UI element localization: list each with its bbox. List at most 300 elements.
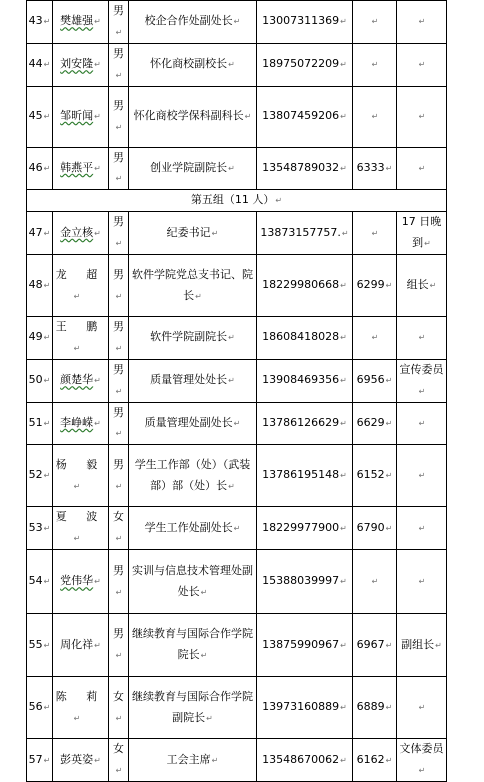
member-gender: [109, 739, 129, 782]
row-number-text: 47: [28, 225, 43, 239]
member-extension-text: 6299: [356, 278, 385, 292]
paragraph-mark-icon: ↵: [43, 703, 51, 713]
member-phone-text: 18229980668: [262, 278, 340, 292]
member-note: [397, 677, 447, 739]
member-position: [129, 359, 257, 402]
paragraph-mark-icon: ↵: [341, 228, 349, 238]
paragraph-mark-icon: ↵: [115, 70, 123, 80]
member-position: [129, 43, 257, 86]
table-row: [27, 255, 447, 317]
member-note-text: 组长: [406, 278, 429, 292]
member-note: [397, 147, 447, 190]
member-phone-text: 13786195148: [262, 468, 340, 482]
member-phone: [257, 507, 353, 550]
member-name-text: 李峥嵘: [60, 416, 94, 430]
paragraph-mark-icon: ↵: [195, 291, 202, 301]
member-phone: [257, 445, 353, 507]
member-position-text: 质量管理处处长: [150, 373, 228, 387]
member-extension: [353, 739, 397, 782]
row-number-text: 44: [28, 57, 43, 71]
member-name: [53, 739, 109, 782]
paragraph-mark-icon: ↵: [94, 17, 101, 27]
member-extension: [353, 550, 397, 614]
member-position: [129, 255, 257, 317]
paragraph-mark-icon: ↵: [115, 343, 123, 353]
row-number: [27, 677, 53, 739]
table-row: [27, 550, 447, 614]
member-position-text: 质量管理处副处长: [144, 416, 233, 430]
paragraph-mark-icon: ↵: [73, 481, 89, 491]
member-position: [129, 402, 257, 445]
row-number-text: 52: [28, 468, 43, 482]
member-name-text: 党伟华: [60, 574, 94, 588]
paragraph-mark-icon: ↵: [115, 713, 123, 723]
member-gender: [109, 147, 129, 190]
member-name: [53, 550, 109, 614]
member-name: [53, 86, 109, 147]
paragraph-mark-icon: ↵: [340, 577, 347, 587]
member-gender-text: 男: [113, 150, 124, 164]
member-gender: [109, 86, 129, 147]
paragraph-mark-icon: ↵: [43, 228, 51, 238]
member-extension: [353, 359, 397, 402]
member-note: [397, 402, 447, 445]
member-position-text: 学生工作部（处）（武装部）部（处）长: [134, 457, 251, 492]
member-phone-text: 13786126629: [262, 416, 340, 430]
paragraph-mark-icon: ↵: [73, 291, 89, 301]
member-extension-text: 6967: [356, 637, 385, 651]
member-name-text: 樊雄强: [60, 14, 94, 28]
paragraph-mark-icon: ↵: [211, 228, 219, 238]
member-phone-text: 13548789032: [262, 161, 340, 174]
row-number: [27, 402, 53, 445]
member-name: [53, 677, 109, 739]
table-row: [27, 212, 447, 255]
row-number: [27, 550, 53, 614]
member-name: [53, 1, 109, 44]
table-row: [27, 43, 447, 86]
row-number: [27, 614, 53, 677]
member-gender: [109, 507, 129, 550]
paragraph-mark-icon: ↵: [115, 534, 123, 544]
paragraph-mark-icon: ↵: [275, 196, 283, 206]
paragraph-mark-icon: ↵: [73, 343, 89, 353]
paragraph-mark-icon: ↵: [115, 481, 123, 491]
paragraph-mark-icon: ↵: [43, 164, 51, 173]
paragraph-mark-icon: ↵: [340, 419, 347, 429]
row-number: [27, 255, 53, 317]
member-name-text: 邹昕闻: [60, 109, 94, 123]
member-gender: [109, 677, 129, 739]
paragraph-mark-icon: ↵: [200, 651, 208, 661]
member-note: [397, 507, 447, 550]
table-row: [27, 739, 447, 782]
member-name-text: 刘安隆: [60, 57, 94, 71]
member-position: [129, 86, 257, 147]
member-gender-text: 男: [113, 362, 124, 376]
paragraph-mark-icon: ↵: [43, 112, 51, 122]
paragraph-mark-icon: ↵: [385, 523, 393, 533]
row-number-text: 56: [28, 700, 43, 714]
paragraph-mark-icon: ↵: [43, 419, 51, 429]
member-position-text: 实训与信息技术管理处副处长: [132, 563, 253, 598]
paragraph-mark-icon: ↵: [371, 577, 379, 587]
member-name-text: 王 鹏: [55, 320, 106, 334]
member-name-text: 杨 毅: [55, 457, 106, 471]
member-note-text: 文体委员: [399, 742, 444, 756]
member-phone-text: 18608418028: [262, 330, 340, 344]
member-gender-text: 女: [113, 510, 124, 524]
member-extension: [353, 677, 397, 739]
paragraph-mark-icon: ↵: [418, 60, 426, 70]
member-gender-text: 男: [113, 320, 124, 334]
member-position: [129, 614, 257, 677]
member-extension: [353, 1, 397, 44]
member-extension: [353, 147, 397, 190]
member-name-text: 龙 超: [55, 267, 106, 281]
member-position: [129, 147, 257, 190]
member-extension: [353, 255, 397, 317]
paragraph-mark-icon: ↵: [340, 755, 347, 765]
row-number: [27, 739, 53, 782]
paragraph-mark-icon: ↵: [340, 471, 347, 481]
member-extension: [353, 445, 397, 507]
paragraph-mark-icon: ↵: [340, 112, 347, 122]
paragraph-mark-icon: ↵: [424, 239, 431, 249]
member-gender-text: 女: [113, 689, 124, 703]
member-position: [129, 550, 257, 614]
table-row: [27, 86, 447, 147]
member-phone-text: 15388039997: [262, 574, 340, 588]
paragraph-mark-icon: ↵: [385, 376, 393, 386]
paragraph-mark-icon: ↵: [228, 164, 235, 173]
paragraph-mark-icon: ↵: [385, 281, 393, 291]
member-extension-text: 6629: [356, 416, 385, 430]
member-name: [53, 507, 109, 550]
member-extension: [353, 317, 397, 360]
paragraph-mark-icon: ↵: [418, 419, 426, 429]
paragraph-mark-icon: ↵: [418, 17, 426, 27]
member-name-text: 彭英姿: [60, 752, 94, 766]
paragraph-mark-icon: ↵: [340, 164, 347, 173]
member-name-text: 金立核: [60, 225, 94, 239]
member-gender: [109, 255, 129, 317]
paragraph-mark-icon: ↵: [385, 755, 393, 765]
member-position-text: 工会主席: [166, 752, 211, 766]
member-position-text: 继续教育与国际合作学院院长: [132, 627, 253, 662]
member-gender-text: 男: [113, 98, 124, 112]
table-row: [27, 359, 447, 402]
paragraph-mark-icon: ↵: [340, 17, 347, 27]
row-number: [27, 43, 53, 86]
member-phone: [257, 147, 353, 190]
member-gender: [109, 317, 129, 360]
member-extension-text: 6956: [356, 373, 385, 387]
member-name: [53, 43, 109, 86]
paragraph-mark-icon: ↵: [115, 239, 123, 249]
member-extension: [353, 86, 397, 147]
paragraph-mark-icon: ↵: [115, 429, 123, 439]
paragraph-mark-icon: ↵: [115, 587, 123, 597]
member-position: [129, 445, 257, 507]
row-number-text: 50: [28, 373, 43, 387]
row-number: [27, 86, 53, 147]
paragraph-mark-icon: ↵: [115, 651, 123, 661]
member-note: [397, 359, 447, 402]
paragraph-mark-icon: ↵: [418, 471, 426, 481]
paragraph-mark-icon: ↵: [43, 333, 51, 343]
paragraph-mark-icon: ↵: [371, 228, 379, 238]
paragraph-mark-icon: ↵: [340, 281, 347, 291]
row-number: [27, 317, 53, 360]
paragraph-mark-icon: ↵: [233, 17, 241, 27]
paragraph-mark-icon: ↵: [200, 587, 208, 597]
member-note: [397, 86, 447, 147]
paragraph-mark-icon: ↵: [233, 523, 241, 533]
member-gender: [109, 614, 129, 677]
paragraph-mark-icon: ↵: [94, 376, 101, 386]
member-position: [129, 507, 257, 550]
paragraph-mark-icon: ↵: [43, 640, 51, 650]
member-roster-table: [26, 0, 447, 782]
member-gender: [109, 402, 129, 445]
paragraph-mark-icon: ↵: [43, 577, 51, 587]
member-phone: [257, 43, 353, 86]
paragraph-mark-icon: ↵: [418, 112, 426, 122]
paragraph-mark-icon: ↵: [73, 713, 89, 723]
member-gender: [109, 43, 129, 86]
paragraph-mark-icon: ↵: [94, 228, 101, 238]
member-name: [53, 402, 109, 445]
member-position: [129, 677, 257, 739]
member-extension-text: 6889: [356, 700, 385, 714]
row-number-text: 48: [28, 278, 43, 292]
paragraph-mark-icon: ↵: [73, 534, 89, 544]
paragraph-mark-icon: ↵: [418, 386, 426, 396]
member-extension-text: 6152: [356, 468, 385, 482]
paragraph-mark-icon: ↵: [43, 281, 51, 291]
member-note: [397, 445, 447, 507]
row-number-text: 45: [28, 109, 43, 123]
row-number-text: 49: [28, 330, 43, 344]
paragraph-mark-icon: ↵: [385, 419, 393, 429]
member-phone-text: 18975072209: [262, 57, 340, 71]
row-number-text: 54: [28, 574, 43, 588]
group-heading: [27, 190, 447, 212]
paragraph-mark-icon: ↵: [228, 481, 235, 491]
member-name: [53, 614, 109, 677]
member-phone-text: 13807459206: [262, 109, 340, 123]
paragraph-mark-icon: ↵: [385, 164, 393, 173]
paragraph-mark-icon: ↵: [115, 386, 123, 396]
member-position-text: 软件学院副院长: [150, 330, 228, 344]
member-name-text: 颜楚华: [60, 373, 94, 387]
paragraph-mark-icon: ↵: [418, 766, 426, 776]
paragraph-mark-icon: ↵: [371, 112, 379, 122]
member-gender-text: 男: [113, 4, 124, 17]
member-phone: [257, 1, 353, 44]
group-heading-row: [27, 190, 447, 212]
member-phone: [257, 86, 353, 147]
paragraph-mark-icon: ↵: [340, 703, 347, 713]
paragraph-mark-icon: ↵: [371, 60, 379, 70]
member-position-text: 校企合作处副处长: [144, 14, 233, 28]
paragraph-mark-icon: ↵: [385, 471, 393, 481]
row-number: [27, 359, 53, 402]
paragraph-mark-icon: ↵: [43, 471, 51, 481]
member-phone: [257, 255, 353, 317]
table-row: [27, 402, 447, 445]
paragraph-mark-icon: ↵: [340, 60, 347, 70]
paragraph-mark-icon: ↵: [211, 755, 219, 765]
member-extension: [353, 43, 397, 86]
row-number: [27, 147, 53, 190]
row-number: [27, 507, 53, 550]
table-row: [27, 507, 447, 550]
row-number: [27, 1, 53, 44]
member-name-text: 韩燕平: [60, 161, 94, 174]
member-note: [397, 550, 447, 614]
row-number: [27, 212, 53, 255]
paragraph-mark-icon: ↵: [115, 122, 123, 132]
member-name: [53, 212, 109, 255]
paragraph-mark-icon: ↵: [228, 60, 235, 70]
row-number-text: 43: [28, 14, 43, 28]
member-phone: [257, 359, 353, 402]
paragraph-mark-icon: ↵: [43, 376, 51, 386]
paragraph-mark-icon: ↵: [94, 419, 101, 429]
member-note: [397, 1, 447, 44]
row-number-text: 51: [28, 416, 43, 430]
paragraph-mark-icon: ↵: [228, 376, 235, 386]
table-row: [27, 445, 447, 507]
member-phone: [257, 614, 353, 677]
member-gender: [109, 550, 129, 614]
member-phone-text: 13908469356: [262, 373, 340, 387]
member-position: [129, 317, 257, 360]
member-gender-text: 男: [113, 627, 124, 641]
row-number: [27, 445, 53, 507]
table-row: [27, 147, 447, 190]
member-name-text: 陈 莉: [55, 689, 106, 703]
member-phone-text: 13873157757.: [260, 225, 341, 239]
paragraph-mark-icon: ↵: [340, 376, 347, 386]
paragraph-mark-icon: ↵: [418, 333, 426, 343]
row-number-text: 57: [28, 752, 43, 766]
member-name-text: 周化祥: [60, 637, 94, 651]
member-gender-text: 男: [113, 563, 124, 577]
paragraph-mark-icon: ↵: [340, 333, 347, 343]
paragraph-mark-icon: ↵: [385, 703, 393, 713]
member-gender-text: 男: [113, 46, 124, 60]
table-row: [27, 677, 447, 739]
member-gender-text: 男: [113, 405, 124, 419]
member-note: [397, 317, 447, 360]
member-position-text: 创业学院副院长: [150, 161, 228, 174]
paragraph-mark-icon: ↵: [429, 281, 437, 291]
table-row: [27, 614, 447, 677]
member-gender-text: 男: [113, 267, 124, 281]
member-extension: [353, 402, 397, 445]
member-phone-text: 13007311369: [262, 14, 340, 28]
member-extension: [353, 212, 397, 255]
member-gender-text: 男: [113, 215, 124, 229]
paragraph-mark-icon: ↵: [385, 640, 393, 650]
paragraph-mark-icon: ↵: [94, 60, 101, 70]
paragraph-mark-icon: ↵: [418, 703, 426, 713]
member-note: [397, 614, 447, 677]
member-position: [129, 739, 257, 782]
paragraph-mark-icon: ↵: [43, 17, 51, 27]
paragraph-mark-icon: ↵: [94, 164, 101, 173]
member-phone: [257, 212, 353, 255]
row-number-text: 53: [28, 520, 43, 534]
member-gender: [109, 359, 129, 402]
member-note-text: 副组长: [401, 637, 435, 651]
member-name-text: 夏 波: [55, 510, 106, 524]
paragraph-mark-icon: ↵: [371, 333, 379, 343]
member-name: [53, 317, 109, 360]
member-note-text: 宣传委员: [399, 362, 444, 376]
member-extension-text: 6790: [356, 520, 385, 534]
paragraph-mark-icon: ↵: [233, 419, 241, 429]
member-position-text: 怀化商校副校长: [150, 57, 228, 71]
paragraph-mark-icon: ↵: [435, 640, 442, 650]
paragraph-mark-icon: ↵: [115, 291, 123, 301]
member-position-text: 软件学院党总支书记、院长: [132, 267, 253, 302]
member-phone-text: 13548670062: [262, 752, 340, 766]
member-extension-text: 6333: [356, 161, 385, 174]
paragraph-mark-icon: ↵: [228, 333, 235, 343]
paragraph-mark-icon: ↵: [244, 112, 252, 122]
member-position-text: 学生工作处副处长: [144, 520, 233, 534]
member-note-text: 17 日晚到: [401, 215, 442, 250]
group-heading-text: 第五组（11 人）: [190, 193, 275, 207]
member-phone-text: 13973160889: [262, 700, 340, 714]
member-gender-text: 男: [113, 457, 124, 471]
member-extension-text: 6162: [356, 752, 385, 766]
member-name: [53, 255, 109, 317]
member-phone: [257, 550, 353, 614]
paragraph-mark-icon: ↵: [94, 577, 101, 587]
paragraph-mark-icon: ↵: [94, 755, 101, 765]
member-position-text: 怀化商校学保科副科长: [133, 109, 244, 123]
paragraph-mark-icon: ↵: [418, 523, 426, 533]
paragraph-mark-icon: ↵: [371, 17, 379, 27]
row-number-text: 46: [28, 161, 43, 174]
member-phone-text: 18229977900: [262, 520, 340, 534]
member-extension: [353, 614, 397, 677]
member-phone: [257, 677, 353, 739]
member-gender: [109, 445, 129, 507]
member-phone: [257, 402, 353, 445]
paragraph-mark-icon: ↵: [418, 164, 426, 173]
member-position-text: 继续教育与国际合作学院副院长: [132, 689, 253, 724]
member-note: [397, 212, 447, 255]
paragraph-mark-icon: ↵: [418, 577, 426, 587]
paragraph-mark-icon: ↵: [43, 523, 51, 533]
paragraph-mark-icon: ↵: [43, 60, 51, 70]
member-position: [129, 1, 257, 44]
paragraph-mark-icon: ↵: [94, 112, 101, 122]
member-phone: [257, 317, 353, 360]
table-row: [27, 1, 447, 44]
member-name: [53, 445, 109, 507]
member-note: [397, 739, 447, 782]
member-position: [129, 212, 257, 255]
paragraph-mark-icon: ↵: [206, 713, 213, 723]
paragraph-mark-icon: ↵: [115, 27, 123, 37]
